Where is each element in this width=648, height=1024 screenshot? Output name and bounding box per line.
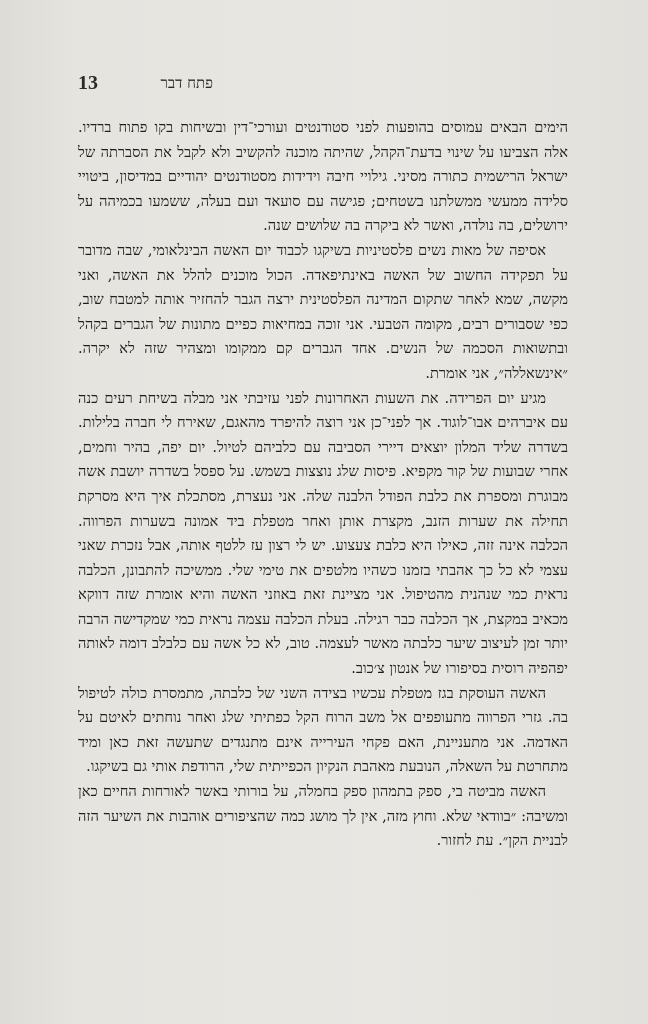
paragraph: אסיפה של מאות נשים פלסטיניות בשיקגו לכבוד יום האשה הבינלאומי, שבה מדובר על תפקידה החשוב של האשה באינתיפאדה. הכול מוכנים להלל את האשה, ואני מקשה, שמא לאחר שתקום המדינה הפלסטינית ירצה הגבר להחזיר אותה למטבח שוב, כפי שסבורים רבים, מקומה הטבעי. אני זוכה במחיאות כפיים מתונות של הגברים בקהל ובתשואות הסכמה של הנשים. אחד הגברים קם ממקומו ומצהיר שזה לא יקרה. ״אינשאללה״, אני אומרת. <box>78 241 568 382</box>
running-title: פתח דבר <box>160 74 213 92</box>
paragraph: מגיע יום הפרידה. את השעות האחרונות לפני עזיבתי אני מבלה בשיחת רעים כנה עם איברהים אבו־לוגוד. אך לפני־כן אני רוצה להיפרד מהאגם, שאירח לי חברה בלילות. בשדרה שליד המלון יוצאים דיירי הסביבה עם כלביהם לטיול. יום יפה, בהיר וחמים, אחרי שבועות של קור מקפיא. פיסות שלג נוצצות בשמש. על ספסל בשדרה יושבת אשה מבוגרת ומספרת את כלבת הפודל הלבנה שלה. אני נעצרת, מסתכלת איך היא מסרקת תחילה את שערות הזנב, מקצרת אותן ואחר מטפלת ביד אמונה בשערות הפרווה. הכלבה אינה זזה, כאילו היא כלבת צעצוע. יש לי רצון עז ללטף אותה, אבל נזכרת שאני עצמי לא כל כך אהבתי בזמנו כשהיו מלטפים את טימי שלי. ממשיכה להתבונן, הכלבה נראית כמי שנהנית מהטיפול. אני מציינת זאת באוזני האשה והיא אומרת שזה דווקא מכאיב במקצת, אך הכלבה כבר רגילה. בעלת הכלבה עצמה נראית כמי שמקדישה הרבה יותר זמן לעיצוב שיער כלבתה מאשר לעצמה. טוב, לא כל אשה עם כלבלב דומה לאותה יפהפיה רוסית בסיפורו של אנטון צ׳כוב. <box>78 389 568 678</box>
body-text <box>78 116 568 854</box>
paragraph: הימים הבאים עמוסים בהופעות לפני סטודנטים ועורכי־דין ובשיחות בקו פתוח ברדיו. אלה הצביעו על שינוי בדעת־הקהל, שהיתה מוכנה להקשיב ולא לקבל את הסברתה של ישראל הרישמית כתורה מסיני. גילויי חיבה וידידות מסטודנטים יהודיים במדיסון, ביטויי סלידה ממעשי ממשלתנו בשטחים; פגישה עם סועאד ועם בעלה, ששמעו בכמיהה על ירושלים, בה נולדה, ואשר לא ביקרה בה שלושים שנה. <box>78 119 568 235</box>
page-number: 13 <box>78 72 98 94</box>
page-header <box>78 70 568 100</box>
paragraph: האשה העוסקת בגז מטפלת עכשיו בצידה השני של כלבתה, מתמסרת כולה לטיפול בה. גזרי הפרווה מתעופפים אל משב הרוח הקל כפתיתי שלג ואחר נוחתים לאיטם על האדמה. אני מתעניינת, האם פקחי העירייה אינם מתנגדים שתעשה זאת כאן ומיד מתחרטת על השאלה, הנובעת מאהבת הנקיון הכפייתית שלי, הרודפת אותי גם בשיקגו. <box>78 684 568 776</box>
paragraph: האשה מביטה בי, ספק בתמהון ספק בחמלה, על בורותי באשר לאורחות החיים כאן ומשיבה: ״בוודאי שלא. וחוץ מזה, אין לך מושג כמה שהציפורים אוהבות את השיער הזה לבניית הקן״. עת לחזור. <box>78 783 568 850</box>
